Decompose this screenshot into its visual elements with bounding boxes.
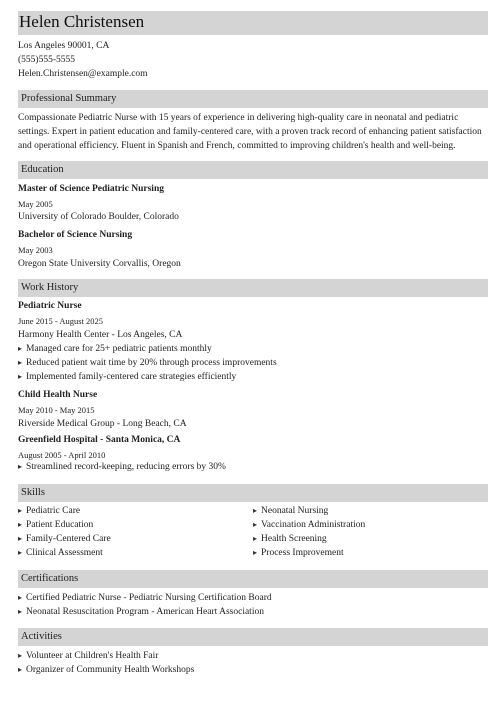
contact-address: Los Angeles 90001, CA bbox=[18, 41, 110, 51]
skill-item: ▸ Pediatric Care bbox=[26, 506, 80, 516]
job-dates: May 2010 - May 2015 bbox=[18, 405, 95, 415]
certification-item: ▸ Neonatal Resuscitation Program - American Heart Association bbox=[26, 607, 264, 617]
job-title: Pediatric Nurse bbox=[18, 301, 82, 311]
contact-phone: (555)555-5555 bbox=[18, 55, 75, 65]
summary-line-2: settings. Expert in patient education and family-centered care, with a proven track record of enhancing patient satisfaction bbox=[18, 127, 482, 137]
skill-item: ▸ Patient Education bbox=[26, 520, 93, 530]
work-section-bar bbox=[18, 279, 488, 297]
job-bullet: ▸ Reduced patient wait time by 20% through process improvements bbox=[26, 358, 277, 368]
job-title: Greenfield Hospital - Santa Monica, CA bbox=[18, 435, 181, 445]
certifications-section-title: Certifications bbox=[21, 573, 79, 584]
contact-email: Helen.Christensen@example.com bbox=[18, 69, 148, 79]
skill-item: ▸ Family-Centered Care bbox=[26, 534, 111, 544]
candidate-name: Helen Christensen bbox=[19, 12, 145, 31]
education-section-title: Education bbox=[21, 164, 64, 175]
job-bullet: ▸ Streamlined record-keeping, reducing errors by 30% bbox=[26, 462, 226, 472]
education-school: University of Colorado Boulder, Colorado bbox=[18, 212, 179, 222]
education-date: May 2005 bbox=[18, 199, 53, 209]
education-degree: Bachelor of Science Nursing bbox=[18, 230, 133, 240]
certifications-section-bar bbox=[18, 570, 488, 588]
work-section-title: Work History bbox=[21, 282, 79, 293]
skill-item: ▸ Health Screening bbox=[261, 534, 327, 544]
summary-line-1: Compassionate Pediatric Nurse with 15 years of experience in delivering high-quality care in neonatal and pediatric bbox=[18, 113, 459, 123]
education-section-bar bbox=[18, 161, 488, 179]
activity-item: ▸ Organizer of Community Health Workshops bbox=[26, 665, 194, 675]
job-dates: June 2015 - August 2025 bbox=[18, 316, 103, 326]
certification-item: ▸ Certified Pediatric Nurse - Pediatric Nursing Certification Board bbox=[26, 593, 272, 603]
skill-item: ▸ Neonatal Nursing bbox=[261, 506, 328, 516]
skill-item: ▸ Clinical Assessment bbox=[26, 548, 103, 558]
activities-section-bar bbox=[18, 628, 488, 646]
skill-item: ▸ Vaccination Administration bbox=[261, 520, 365, 530]
job-title: Child Health Nurse bbox=[18, 390, 98, 400]
summary-section-title: Professional Summary bbox=[21, 93, 117, 104]
skill-item: ▸ Process Improvement bbox=[261, 548, 344, 558]
activities-section-title: Activities bbox=[21, 631, 62, 642]
job-bullet: ▸ Implemented family-centered care strategies efficiently bbox=[26, 372, 236, 382]
skills-section-bar bbox=[18, 484, 488, 502]
activity-item: ▸ Volunteer at Children's Health Fair bbox=[26, 651, 158, 661]
skills-section-title: Skills bbox=[21, 487, 45, 498]
education-degree: Master of Science Pediatric Nursing bbox=[18, 184, 164, 194]
job-employer: Harmony Health Center - Los Angeles, CA bbox=[18, 330, 183, 340]
education-school: Oregon State University Corvallis, Oregon bbox=[18, 259, 181, 269]
job-employer: Riverside Medical Group - Long Beach, CA bbox=[18, 419, 187, 429]
summary-line-3: and operational efficiency. Fluent in Spanish and French, committed to improving children's health and well-being. bbox=[18, 141, 456, 151]
education-date: May 2003 bbox=[18, 245, 53, 255]
job-dates: August 2005 - April 2010 bbox=[18, 450, 106, 460]
job-bullet: ▸ Managed care for 25+ pediatric patients monthly bbox=[26, 344, 212, 354]
